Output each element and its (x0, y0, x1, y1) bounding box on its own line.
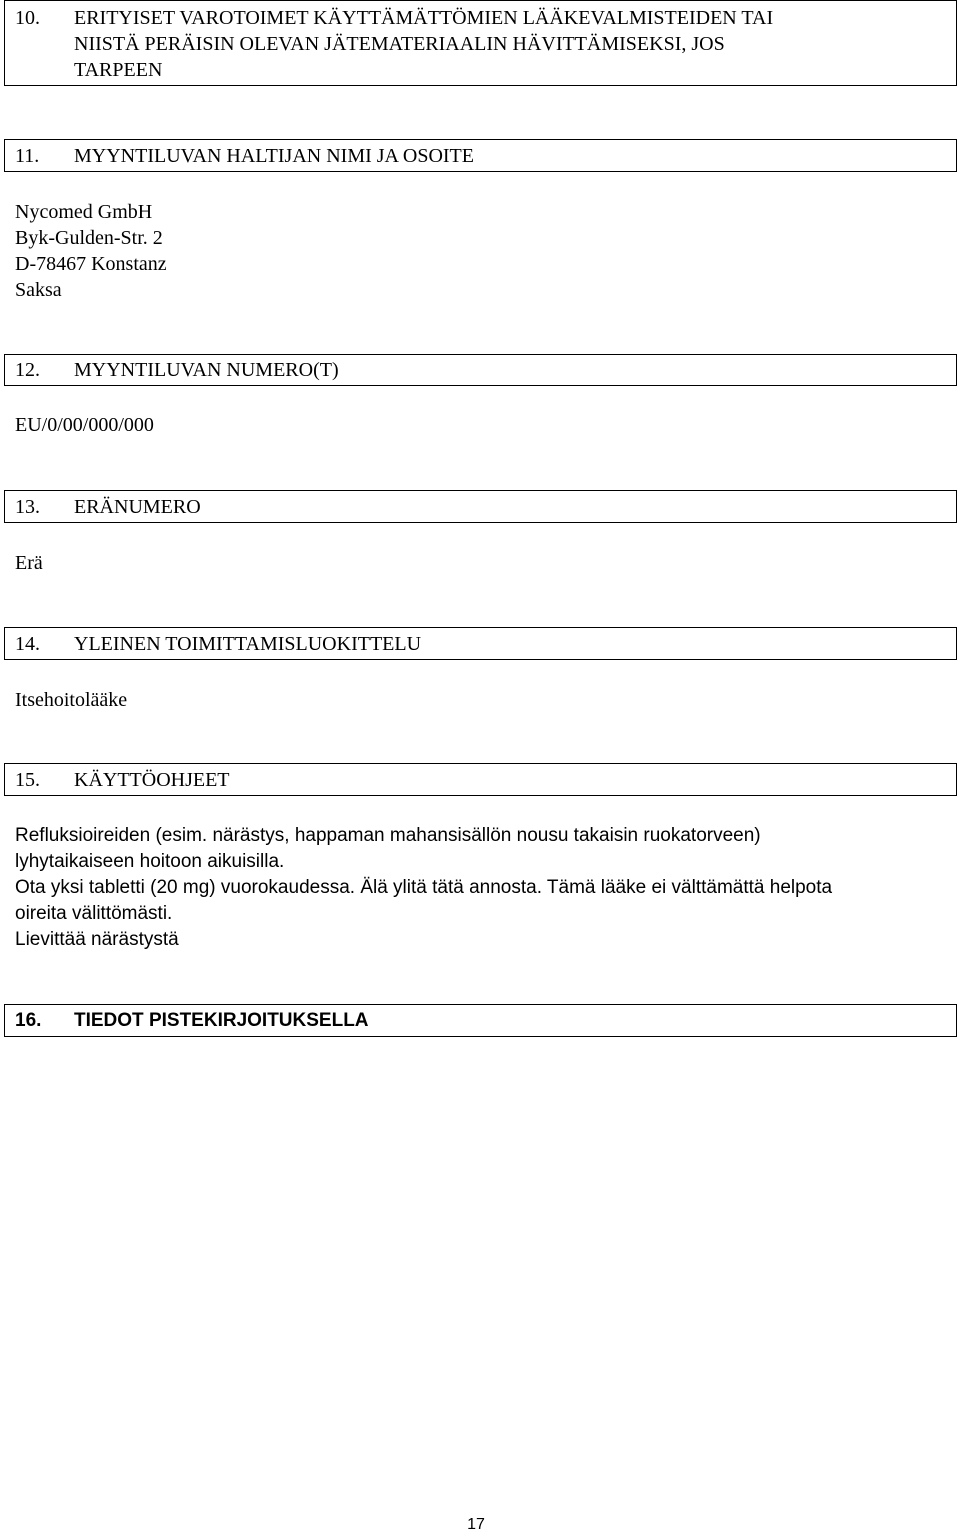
holder-city: D-78467 Konstanz (15, 253, 167, 275)
instructions-line-4: oireita välittömästi. (15, 903, 173, 924)
section-12-number: 12. (15, 359, 40, 381)
section-10-title-line-3: TARPEEN (74, 59, 163, 81)
section-14-number: 14. (15, 633, 40, 655)
section-16-number: 16. (15, 1010, 42, 1031)
section-13-number: 13. (15, 496, 40, 518)
section-11-heading (15, 143, 474, 169)
section-10-title-line-2: NIISTÄ PERÄISIN OLEVAN JÄTEMATERIAALIN HÄVITTÄMISEKSI, JOS (74, 33, 725, 55)
holder-name: Nycomed GmbH (15, 201, 153, 223)
instructions-line-3: Ota yksi tabletti (20 mg) vuorokaudessa. Älä ylitä tätä annosta. Tämä lääke ei välttämättä helpota (15, 877, 833, 898)
section-16-heading (15, 1008, 369, 1034)
section-13-title: ERÄNUMERO (74, 496, 201, 518)
batch-label: Erä (15, 552, 43, 574)
page-number: 17 (467, 1516, 485, 1533)
section-10-number: 10. (15, 7, 40, 29)
section-12-heading (15, 357, 339, 383)
section-15-heading (15, 767, 230, 793)
instructions-line-5: Lievittää närästystä (15, 929, 179, 950)
section-14-title: YLEINEN TOIMITTAMISLUOKITTELU (74, 633, 422, 655)
section-11-number: 11. (15, 145, 40, 167)
section-15-title: KÄYTTÖOHJEET (74, 769, 230, 791)
section-14-heading (15, 631, 421, 657)
instructions-line-1: Refluksioireiden (esim. närästys, happaman mahansisällön nousu takaisin ruokatorveen) (15, 825, 761, 846)
section-11-title: MYYNTILUVAN HALTIJAN NIMI JA OSOITE (74, 145, 474, 167)
instructions-line-2: lyhytaikaiseen hoitoon aikuisilla. (15, 851, 285, 872)
section-12-title: MYYNTILUVAN NUMERO(T) (74, 359, 339, 381)
marketing-authorisation-number: EU/0/00/000/000 (15, 414, 154, 436)
holder-country: Saksa (15, 279, 62, 301)
section-15-number: 15. (15, 769, 40, 791)
section-16-title: TIEDOT PISTEKIRJOITUKSELLA (74, 1010, 369, 1031)
section-13-heading (15, 494, 201, 520)
supply-classification: Itsehoitolääke (15, 689, 128, 711)
section-10-title-line-1: ERITYISET VAROTOIMET KÄYTTÄMÄTTÖMIEN LÄÄKEVALMISTEIDEN TAI (74, 7, 774, 29)
section-10-heading (15, 5, 773, 83)
holder-street: Byk-Gulden-Str. 2 (15, 227, 163, 249)
